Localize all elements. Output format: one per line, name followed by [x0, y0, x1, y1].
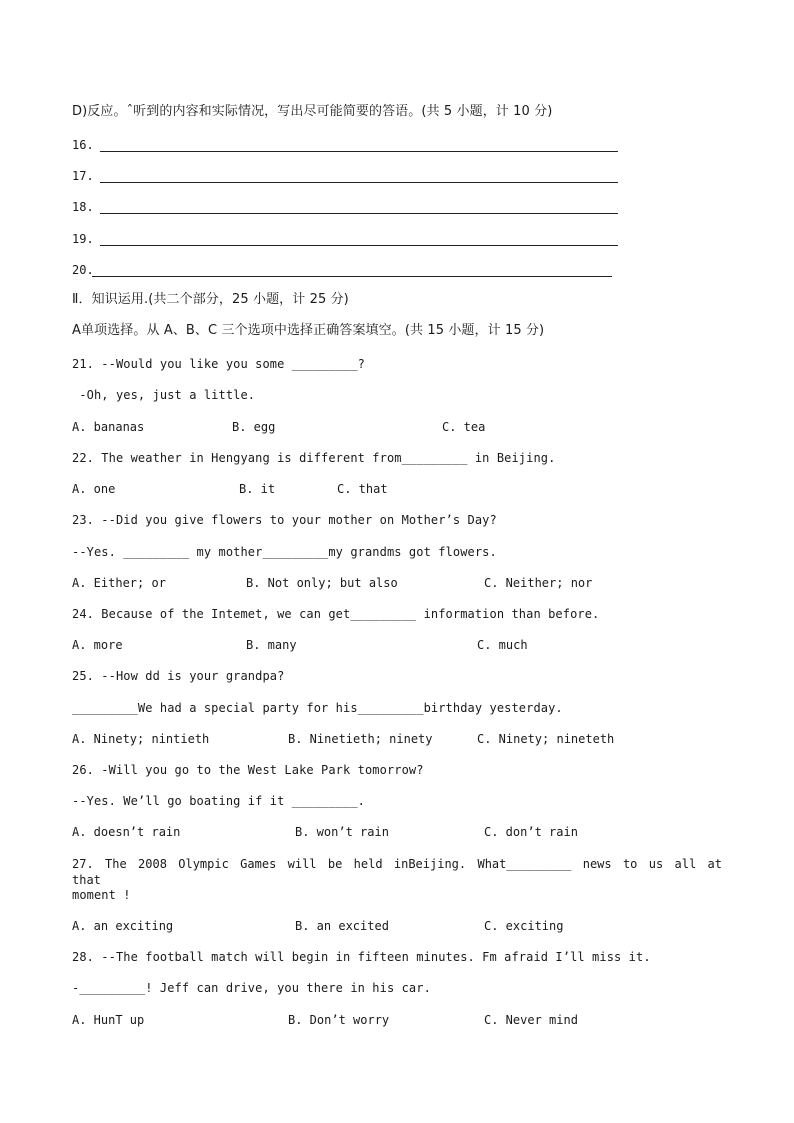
question-26-option-a[interactable]: A. doesn’t rain	[72, 825, 181, 839]
question-22-option-a[interactable]: A. one	[72, 482, 116, 496]
question-27-option-b[interactable]: B. an excited	[295, 919, 389, 933]
blank-number: 16.	[72, 138, 94, 152]
answer-blank-18[interactable]	[72, 199, 620, 215]
question-26-reply: --Yes. We’ll go boating if it _________.	[72, 794, 365, 808]
question-28-option-a[interactable]: A. HunT up	[72, 1013, 145, 1027]
part-2-heading: Ⅱ．知识运用.(共二个部分，25 小题，计 25 分)	[72, 292, 349, 307]
question-22-option-c[interactable]: C. that	[337, 482, 388, 496]
question-24-option-b[interactable]: B. many	[246, 638, 297, 652]
answer-line	[100, 182, 618, 183]
answer-line	[100, 245, 618, 246]
question-23-reply: --Yes. _________ my mother_________my grandms got flowers.	[72, 545, 497, 559]
question-21-reply: -Oh, yes, just a little.	[72, 388, 256, 402]
answer-line	[100, 151, 618, 152]
question-23-option-a[interactable]: A. Either; or	[72, 576, 166, 590]
question-22-option-b[interactable]: B. it	[239, 482, 276, 496]
blank-number: 18.	[72, 200, 94, 214]
answer-line	[92, 276, 612, 277]
question-25-option-a[interactable]: A. Ninety; nintieth	[72, 732, 210, 746]
answer-blank-17[interactable]	[72, 168, 620, 184]
question-25-text: 25. --How dd is your grandpa?	[72, 669, 285, 683]
question-27-option-a[interactable]: A. an exciting	[72, 919, 174, 933]
question-26-text: 26. -Will you go to the West Lake Park tomorrow?	[72, 763, 424, 777]
question-23-option-c[interactable]: C. Neither; nor	[484, 576, 593, 590]
question-21-text: 21. --Would you like you some _________?	[72, 357, 365, 371]
question-27-text: 27. The 2008 Olympic Games will be held inBeijing. What_________ news to us all at that	[72, 857, 722, 887]
question-28-option-b[interactable]: B. Don’t worry	[288, 1013, 390, 1027]
question-22-text: 22. The weather in Hengyang is different from_________ in Beijing.	[72, 451, 556, 465]
question-21-option-a[interactable]: A. bananas	[72, 420, 145, 434]
question-24-text: 24. Because of the Intemet, we can get_________ information than before.	[72, 607, 600, 621]
question-24-option-c[interactable]: C. much	[477, 638, 528, 652]
blank-number: 19.	[72, 232, 94, 246]
question-23-text: 23. --Did you give flowers to your mother on Mother’s Day?	[72, 513, 497, 527]
answer-blank-16[interactable]	[72, 137, 620, 153]
question-25-option-c[interactable]: C. Ninety; nineteth	[477, 732, 615, 746]
question-27-option-c[interactable]: C. exciting	[484, 919, 564, 933]
section-a-heading: A单项选择。从 A、B、C 三个选项中选择正确答案填空。(共 15 小题，计 15 分)	[72, 323, 545, 338]
question-26-option-c[interactable]: C. don’t rain	[484, 825, 578, 839]
blank-number: 20.	[72, 263, 94, 277]
question-23-option-b[interactable]: B. Not only; but also	[246, 576, 398, 590]
question-26-option-b[interactable]: B. won’t rain	[295, 825, 389, 839]
blank-number: 17.	[72, 169, 94, 183]
question-27-continuation: moment !	[72, 888, 131, 902]
answer-blank-20[interactable]	[72, 262, 614, 278]
question-25-option-b[interactable]: B. Ninetieth; ninety	[288, 732, 433, 746]
answer-line	[100, 213, 618, 214]
question-24-option-a[interactable]: A. more	[72, 638, 123, 652]
section-d-heading: D)反应。ˆ听到的内容和实际情况，写出尽可能简要的答语。(共 5 小题，计 10 分)	[72, 104, 553, 119]
question-28-text: 28. --The football match will begin in fifteen minutes. Fm afraid I’ll miss it.	[72, 950, 651, 964]
question-21-option-c[interactable]: C. tea	[442, 420, 486, 434]
question-21-option-b[interactable]: B. egg	[232, 420, 276, 434]
question-25-reply: _________We had a special party for his_________birthday yesterday.	[72, 701, 563, 715]
answer-blank-19[interactable]	[72, 231, 620, 247]
question-28-reply: -_________! Jeff can drive, you there in his car.	[72, 981, 431, 995]
question-28-option-c[interactable]: C. Never mind	[484, 1013, 578, 1027]
